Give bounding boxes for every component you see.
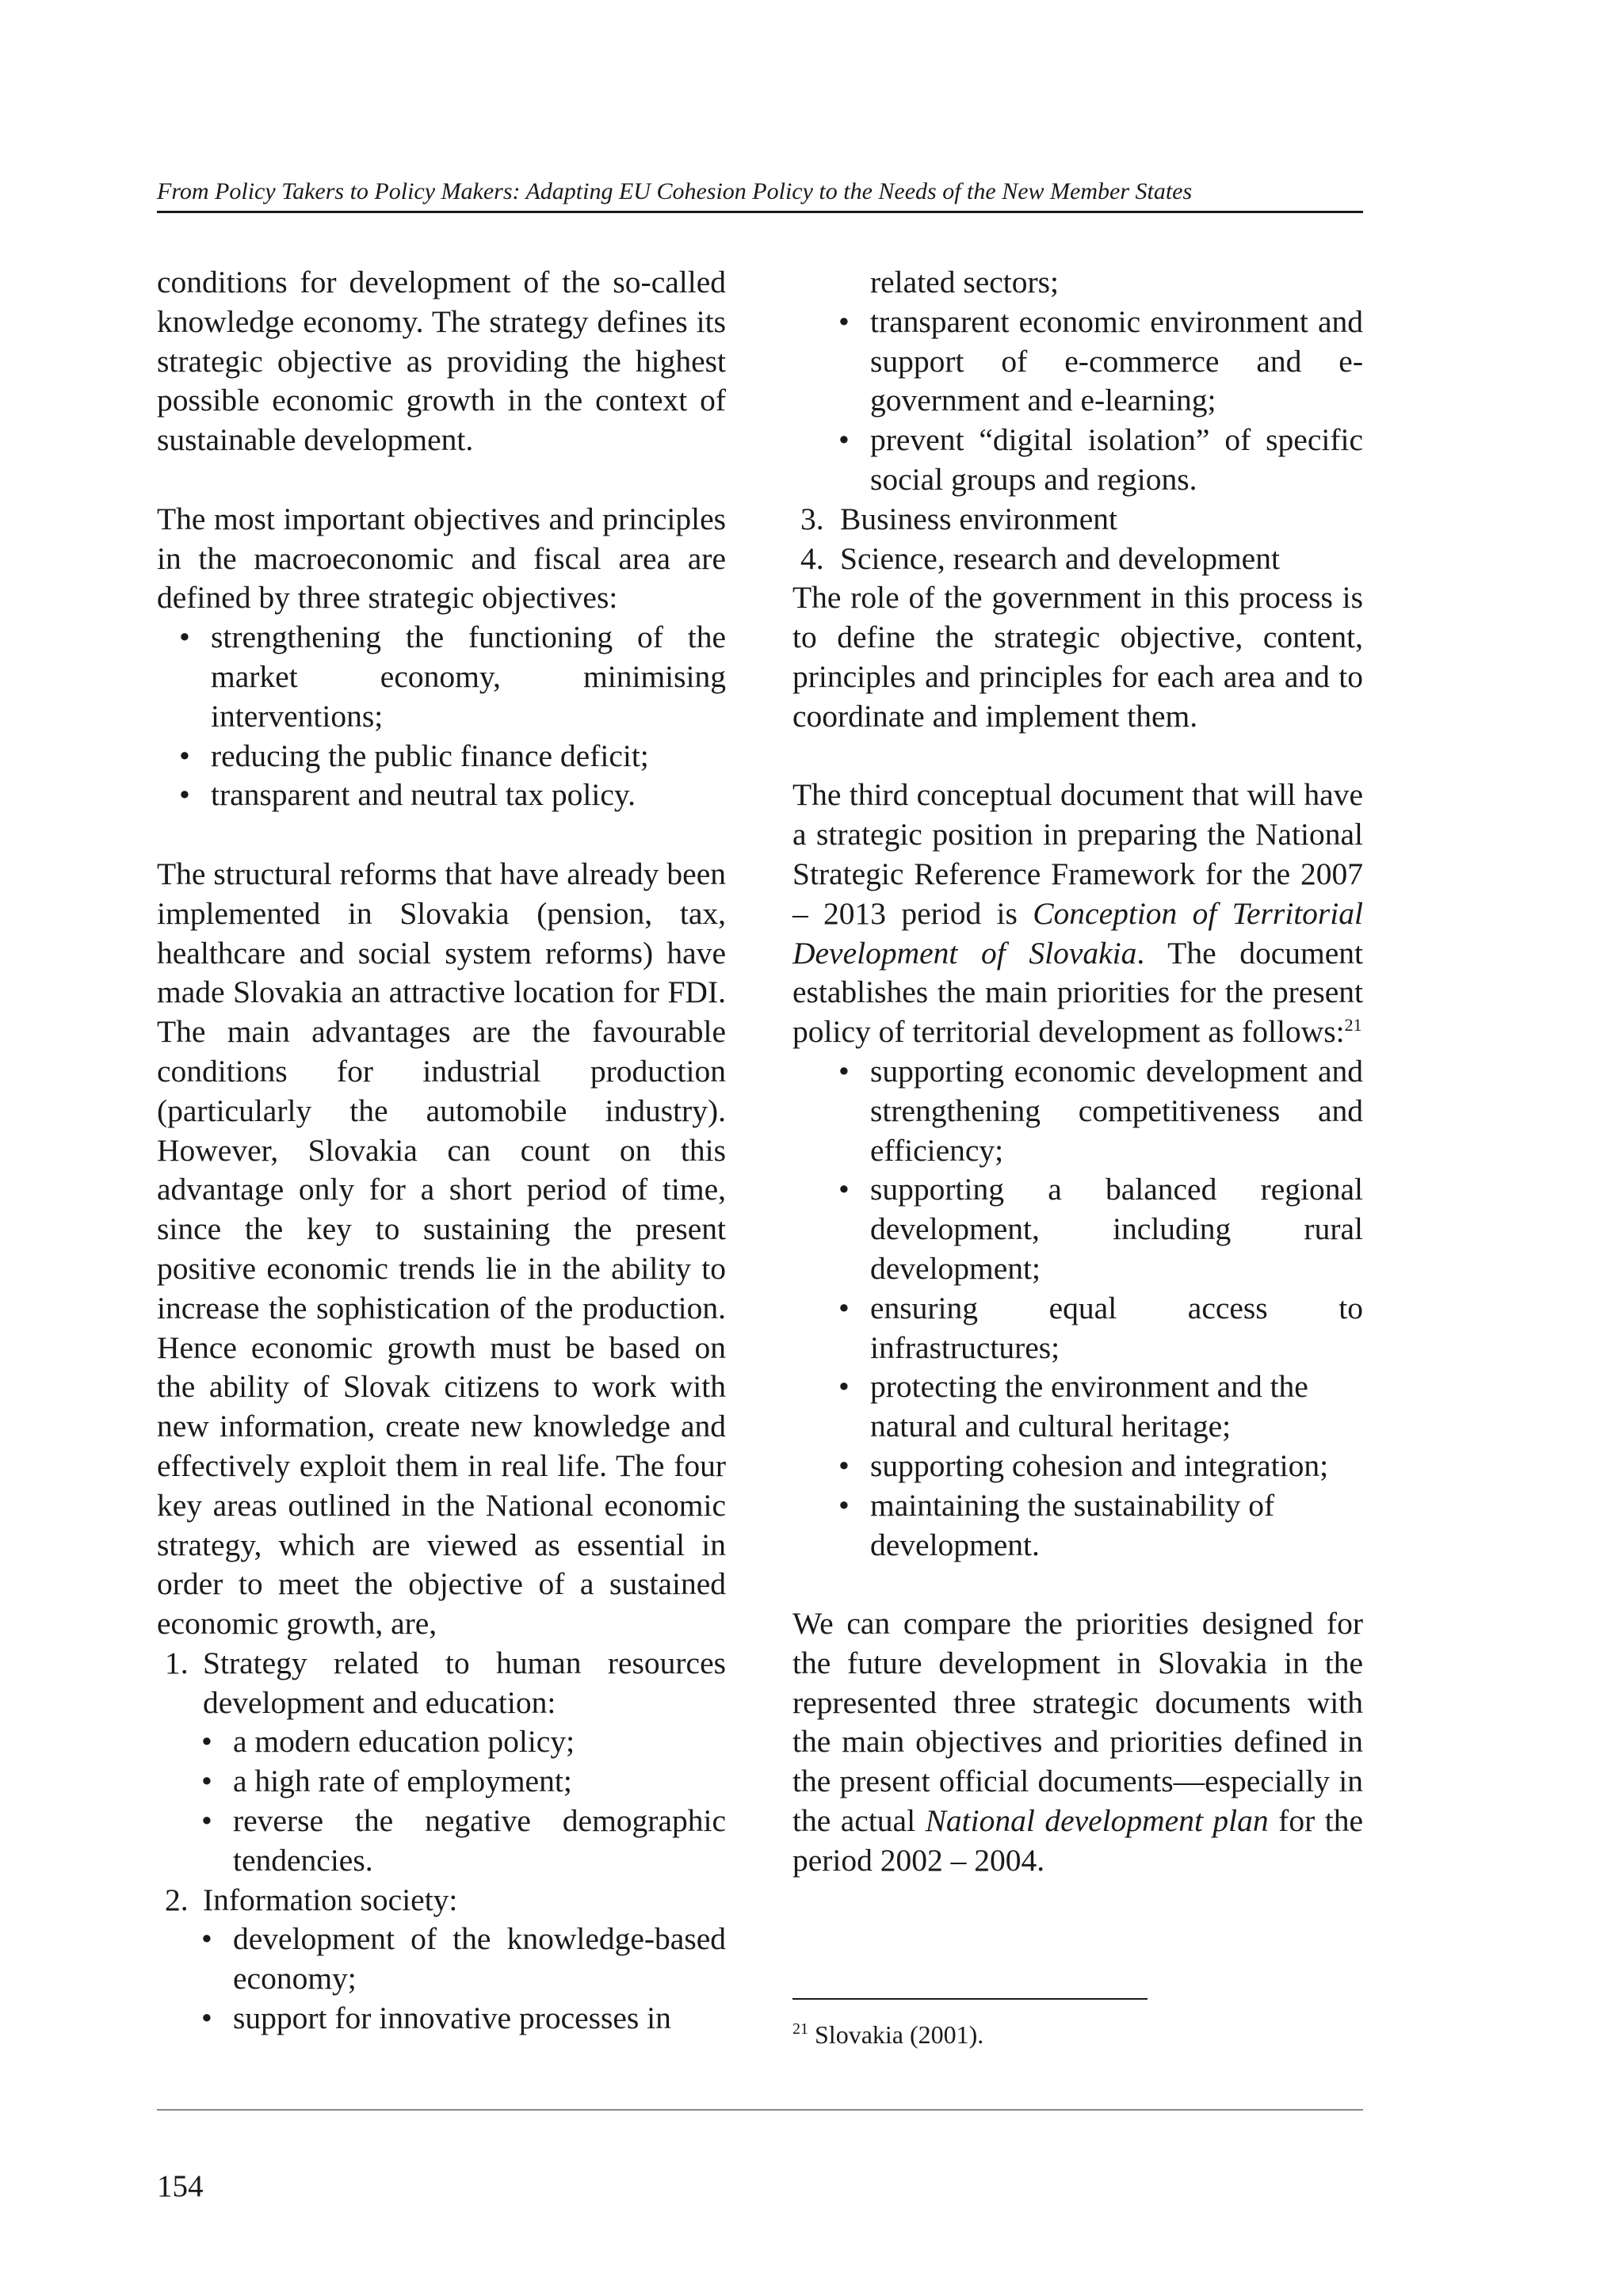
footnote-text: Slovakia (2001). xyxy=(808,2020,984,2049)
area-label: Business environment xyxy=(840,501,1117,536)
list-item: • development of the knowledge-based economy; xyxy=(157,1920,726,1999)
list-item: • transparent economic environment and support of e-commerce and e-government and e-learning; xyxy=(792,303,1363,421)
page-number: 154 xyxy=(157,2169,204,2203)
area-1-bullet-list xyxy=(157,1722,726,1880)
list-item: • prevent “digital isolation” of specific social groups and regions. xyxy=(792,421,1363,500)
footnote-rule xyxy=(792,1998,1148,2000)
area-item-1 xyxy=(157,1644,726,1723)
running-head: From Policy Takers to Policy Makers: Adapting EU Cohesion Policy to the Needs of the New Member States xyxy=(157,178,1193,204)
left-column xyxy=(157,263,726,2039)
footnote xyxy=(792,2019,983,2050)
government-paragraph: The role of the government in this process is to define the strategic objective, content, principles and principles for each area and to coordinate and implement them. xyxy=(792,580,1363,734)
footnote-reference: 21 xyxy=(1344,1015,1362,1035)
list-item: • reducing the public finance deficit; xyxy=(157,737,726,776)
area-number: 1. xyxy=(165,1645,189,1680)
macro-paragraph: The most important objectives and principles in the macroeconomic and fiscal area are defined by three strategic objectives: xyxy=(157,501,726,616)
compare-title: National development plan xyxy=(925,1803,1269,1839)
list-item: • strengthening the functioning of the market economy, minimising interventions; xyxy=(157,618,726,736)
list-item: • transparent and neutral tax policy. xyxy=(157,776,726,815)
list-item: • ensuring equal access to infrastructures; xyxy=(792,1289,1363,1368)
area-label: Science, research and development xyxy=(840,540,1280,576)
area-label: Information society: xyxy=(203,1882,458,1917)
macro-bullet-list xyxy=(157,618,726,815)
compare-paragraph xyxy=(792,1604,1363,1881)
list-item: • a high rate of employment; xyxy=(157,1762,726,1802)
area-item-2 xyxy=(157,1881,726,1920)
area-number: 3. xyxy=(800,501,824,536)
intro-paragraph: conditions for development of the so-called knowledge economy. The strategy defines its strategic objective as providing the highest possible economic growth in the context of sustainable development. xyxy=(157,265,726,458)
list-item: • supporting cohesion and integration; xyxy=(792,1447,1363,1486)
list-item: • a modern education policy; xyxy=(157,1722,726,1762)
list-item: • maintaining the sustainability of development. xyxy=(792,1486,1363,1566)
third-document-paragraph xyxy=(792,776,1363,1052)
list-item: • reverse the negative demographic tendencies. xyxy=(157,1802,726,1881)
list-item: • supporting economic development and strengthening competitiveness and efficiency; xyxy=(792,1052,1363,1170)
list-item: • protecting the environment and the natural and cultural heritage; xyxy=(792,1367,1363,1447)
compare-text-end: for the period 2002 – 2004. xyxy=(792,1803,1363,1878)
footnote-number: 21 xyxy=(792,2020,808,2038)
territorial-bullet-list xyxy=(792,1052,1363,1565)
list-item: • support for innovative processes in xyxy=(157,1999,726,2039)
area-number: 4. xyxy=(800,540,824,576)
area-item-3 xyxy=(792,500,1363,540)
compare-text: We can compare the priorities designed for the future development in Slovakia in the represented three strategic documents with the main objectives and priorities defined in the present official documents—especially in the actual xyxy=(792,1606,1363,1839)
third-doc-text-end: . The document establishes the main priorities for the present policy of territorial development as follows: xyxy=(792,935,1363,1050)
area-2-bullet-list xyxy=(157,1920,726,2038)
area-label: Strategy related to human resources development and education: xyxy=(203,1645,726,1720)
area-number: 2. xyxy=(165,1882,189,1917)
header-rule xyxy=(157,211,1363,213)
info-bullet-list xyxy=(792,303,1363,500)
third-doc-text: The third conceptual document that will have a strategic position in preparing the National Strategic Reference Framework for the 2007 – 2013 period is xyxy=(792,777,1363,931)
third-doc-title: Conception of Territorial Development of Slovakia xyxy=(792,895,1363,971)
list-item: • supporting a balanced regional development, including rural development; xyxy=(792,1170,1363,1288)
area-item-4 xyxy=(792,540,1363,579)
right-column xyxy=(792,263,1363,1881)
reforms-paragraph: The structural reforms that have already been implemented in Slovakia (pension, tax, healthcare and social system reforms) have made Slovakia an attractive location for FDI. The main advantages are the favourable conditions for industrial production (particularly the automobile industry). However, Slovakia can count on this advantage only for a short period of time, since the key to sustaining the present positive economic trends lie in the ability to increase the sophistication of the production. Hence economic growth must be based on the ability of Slovak citizens to work with new information, create new knowledge and effectively exploit them in real life. The four key areas outlined in the National economic strategy, which are viewed as essential in order to meet the objective of a sustained economic growth, are, xyxy=(157,856,726,1642)
footer-rule xyxy=(157,2109,1363,2111)
continued-list-item: related sectors; xyxy=(870,265,1059,299)
